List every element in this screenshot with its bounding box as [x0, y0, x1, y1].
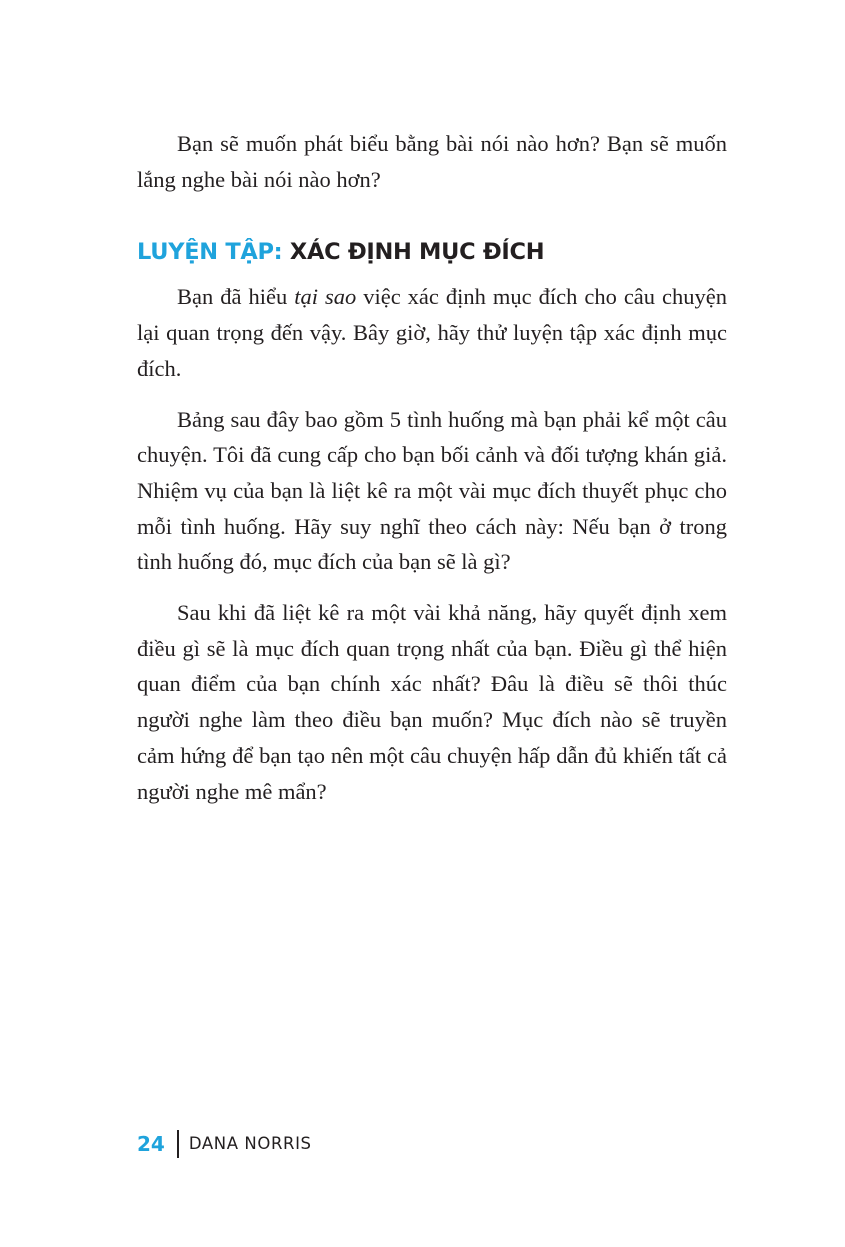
author-name: DANA NORRIS: [188, 1134, 312, 1153]
paragraph-why-purpose: [137, 279, 727, 386]
paragraph-scenarios: Bảng sau đây bao gồm 5 tình huống mà bạn phải kể một câu chuyện. Tôi đã cung cấp cho bạn bối cảnh và đối tượng khán giả. Nhiệm vụ của bạn là liệt kê ra một vài mục đích thuyết phục cho mỗi tình huống. Hãy suy nghĩ theo cách này: Nếu bạn ở trong tình huống đó, mục đích của bạn sẽ là gì?: [137, 406, 727, 575]
footer-divider: [177, 1130, 179, 1158]
paragraph-emphasis: tại sao: [294, 284, 357, 310]
page-footer: [137, 1130, 312, 1158]
paragraph-text: việc xác định mục đích cho câu chuyện lại quan trọng đến vậy. Bây giờ, hãy thử luyện tập xác định mục đích.: [137, 284, 728, 381]
section-heading-title: XÁC ĐỊNH MỤC ĐÍCH: [282, 239, 545, 266]
page-body: [137, 126, 727, 809]
section-heading-accent: LUYỆN TẬP:: [137, 239, 283, 266]
section-heading: [137, 237, 727, 267]
paragraph-text: Bạn đã hiểu: [177, 284, 295, 310]
paragraph-choose-purpose: Sau khi đã liệt kê ra một vài khả năng, hãy quyết định xem điều gì sẽ là mục đích quan trọng nhất của bạn. Điều gì thể hiện quan điểm của bạn chính xác nhất? Đâu là điều sẽ thôi thúc người nghe làm theo điều bạn muốn? Mục đích nào sẽ truyền cảm hứng để bạn tạo nên một câu chuyện hấp dẫn đủ khiến tất cả người nghe mê mẩn?: [137, 600, 727, 804]
page-number: 24: [137, 1132, 165, 1156]
paragraph-intro-question: Bạn sẽ muốn phát biểu bằng bài nói nào hơn? Bạn sẽ muốn lắng nghe bài nói nào hơn?: [137, 131, 727, 192]
